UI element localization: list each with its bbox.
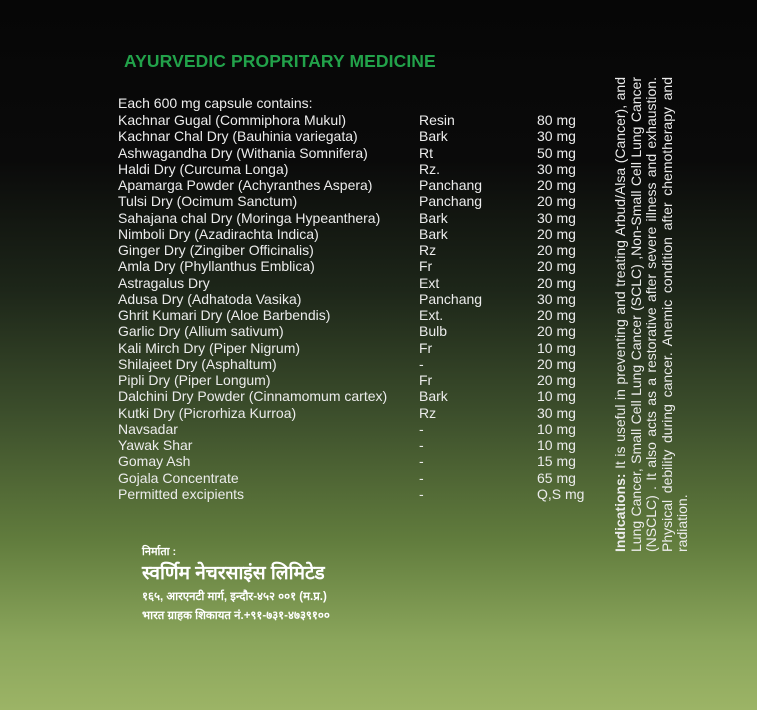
ingredient-part: Panchang xyxy=(419,290,483,307)
ingredient-quantity: 65 mg xyxy=(537,469,576,486)
ingredient-name: Tulsi Dry (Ocimum Sanctum) xyxy=(118,193,298,210)
ingredient-part: - xyxy=(419,469,424,486)
ingredient-name: Sahajana chal Dry (Moringa Hypeanthera) xyxy=(118,209,381,226)
ingredient-row xyxy=(118,210,598,226)
ingredient-quantity: 20 mg xyxy=(537,258,576,275)
manufacturer-name: स्वर्णिम नेचरसाइंस लिमिटेड xyxy=(142,563,325,584)
ingredient-name: Apamarga Powder (Achyranthes Aspera) xyxy=(118,177,373,193)
ingredient-name: Permitted excipients xyxy=(118,485,245,502)
ingredient-quantity: 10 mg xyxy=(537,339,576,356)
ingredient-row xyxy=(118,470,598,486)
ingredient-quantity: 10 mg xyxy=(537,388,576,405)
ingredient-name: Pipli Dry (Piper Longum) xyxy=(118,372,271,388)
ingredient-part: - xyxy=(419,485,424,502)
ingredient-part: Ext xyxy=(419,274,440,291)
indications-text xyxy=(613,77,691,552)
ingredient-row xyxy=(118,112,598,128)
ingredient-name: Gojala Concentrate xyxy=(118,469,239,486)
ingredient-part: Panchang xyxy=(419,193,483,210)
ingredient-part: Rt xyxy=(419,144,433,161)
ingredient-part: - xyxy=(419,437,424,453)
composition-intro: Each 600 mg capsule contains: xyxy=(118,95,313,111)
ingredient-name: Garlic Dry (Allium sativum) xyxy=(118,323,284,340)
manufacturer-phone: भारत ग्राहक शिकायत नं.+९१-७३१-४७३९१०० xyxy=(142,610,330,622)
ingredient-row xyxy=(118,307,598,323)
ingredient-quantity: 20 mg xyxy=(537,307,576,323)
ingredient-row xyxy=(118,323,598,339)
ingredient-part: Bark xyxy=(419,225,448,242)
ingredient-name: Haldi Dry (Curcuma Longa) xyxy=(118,160,289,177)
ingredient-name: Ghrit Kumari Dry (Aloe Barbendis) xyxy=(118,307,331,323)
ingredient-part: Bark xyxy=(419,388,448,405)
ingredient-part: Rz xyxy=(419,242,437,258)
ingredient-row xyxy=(118,226,598,242)
ingredient-quantity: 50 mg xyxy=(537,144,576,161)
ingredient-part: - xyxy=(419,453,424,470)
ingredient-row xyxy=(118,275,598,291)
ingredient-quantity: 20 mg xyxy=(537,177,576,193)
page-title: AYURVEDIC PROPRITARY MEDICINE xyxy=(124,51,436,71)
manufacturer-address: १६५, आरएनटी मार्ग, इन्दौर-४५२ ००१ (म.प्र.) xyxy=(142,591,327,603)
ingredient-name: Kali Mirch Dry (Piper Nigrum) xyxy=(118,339,301,356)
ingredient-row xyxy=(118,453,598,469)
ingredient-row xyxy=(118,258,598,274)
ingredient-name: Astragalus Dry xyxy=(118,274,210,291)
ingredient-part: Resin xyxy=(419,112,455,128)
ingredient-part: - xyxy=(419,420,424,437)
ingredient-name: Kutki Dry (Picrorhiza Kurroa) xyxy=(118,404,297,421)
ingredient-name: Amla Dry (Phyllanthus Emblica) xyxy=(118,258,315,275)
ingredient-quantity: 30 mg xyxy=(537,160,576,177)
ingredient-row xyxy=(118,372,598,388)
ingredient-row xyxy=(118,291,598,307)
ingredient-name: Dalchini Dry Powder (Cinnamomum cartex) xyxy=(118,388,388,405)
ingredient-part: Bark xyxy=(419,128,448,145)
ingredient-quantity: 10 mg xyxy=(537,420,576,437)
ingredient-name: Kachnar Chal Dry (Bauhinia variegata) xyxy=(118,128,358,145)
ingredient-name: Adusa Dry (Adhatoda Vasika) xyxy=(118,290,302,307)
ingredient-quantity: 20 mg xyxy=(537,225,576,242)
ingredient-row xyxy=(118,161,598,177)
ingredient-row xyxy=(118,242,598,258)
ingredient-part: Fr xyxy=(419,339,433,356)
ingredient-part: Rz. xyxy=(419,160,440,177)
ingredient-row xyxy=(118,421,598,437)
ingredient-part: Ext. xyxy=(419,307,444,323)
ingredient-name: Nimboli Dry (Azadirachta Indica) xyxy=(118,225,319,242)
indications-body: It is useful in preventing and treating Arbud/Alsa (Cancer), and Lung Cancer, Small Cell Lung Cancer (SCLC) ,Non-Small Cell Lung Cancer (NSCLC) . It also acts as a restorative after severe illness and exhaustion. Physical debility during cancer. Anemic condition after chemotherapy and radiation. xyxy=(612,77,690,552)
ingredient-table xyxy=(118,112,598,502)
ingredient-name: Kachnar Gugal (Commiphora Mukul) xyxy=(118,112,346,128)
indications-label: Indications: xyxy=(612,473,628,552)
ingredient-quantity: 15 mg xyxy=(537,453,576,470)
manufacturer-block xyxy=(142,545,330,626)
ingredient-name: Ginger Dry (Zingiber Officinalis) xyxy=(118,242,314,258)
ingredient-name: Navsadar xyxy=(118,420,178,437)
ingredient-name: Ashwagandha Dry (Withania Somnifera) xyxy=(118,144,368,161)
ingredient-row xyxy=(118,437,598,453)
ingredient-quantity: 20 mg xyxy=(537,355,576,372)
ingredient-quantity: 80 mg xyxy=(537,112,576,128)
ingredient-name: Shilajeet Dry (Asphaltum) xyxy=(118,355,277,372)
ingredient-quantity: 10 mg xyxy=(537,437,576,453)
ingredient-row xyxy=(118,340,598,356)
ingredient-quantity: 30 mg xyxy=(537,290,576,307)
ingredient-quantity: 20 mg xyxy=(537,372,576,388)
ingredient-quantity: 20 mg xyxy=(537,274,576,291)
ingredient-name: Yawak Shar xyxy=(118,437,193,453)
ingredient-name: Gomay Ash xyxy=(118,453,191,470)
ingredient-quantity: 30 mg xyxy=(537,128,576,145)
ingredient-quantity: 20 mg xyxy=(537,242,576,258)
ingredient-part: Fr xyxy=(419,372,433,388)
ingredient-quantity: 20 mg xyxy=(537,193,576,210)
ingredient-quantity: 30 mg xyxy=(537,404,576,421)
ingredient-part: Panchang xyxy=(419,177,483,193)
ingredient-row xyxy=(118,388,598,404)
ingredient-quantity: Q,S mg xyxy=(537,485,585,502)
ingredient-row xyxy=(118,405,598,421)
ingredient-quantity: 20 mg xyxy=(537,323,576,340)
ingredient-row xyxy=(118,145,598,161)
ingredient-part: - xyxy=(419,355,424,372)
ingredient-row xyxy=(118,177,598,193)
manufacturer-label: निर्माता : xyxy=(142,546,177,558)
ingredient-quantity: 30 mg xyxy=(537,209,576,226)
ingredient-part: Bulb xyxy=(419,323,448,340)
ingredient-row xyxy=(118,128,598,144)
ingredient-part: Rz xyxy=(419,404,437,421)
ingredient-part: Fr xyxy=(419,258,433,275)
ingredient-row xyxy=(118,193,598,209)
ingredient-row xyxy=(118,486,598,502)
ingredient-row xyxy=(118,356,598,372)
ingredient-part: Bark xyxy=(419,209,448,226)
